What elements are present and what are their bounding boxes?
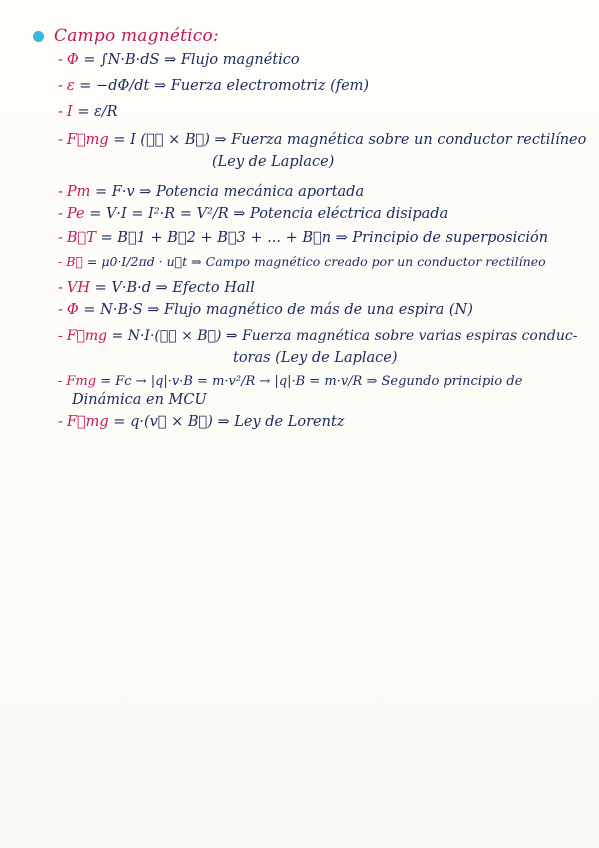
bullet-icon	[33, 31, 44, 42]
formula-line	[58, 412, 575, 432]
formula-line	[58, 204, 575, 224]
formula-text: = ∫N·B·dS ⇒ Flujo magnético	[78, 52, 300, 68]
formula-text: = N·B·S ⇒ Flujo magnético de más de una espira (N)	[78, 302, 473, 318]
formula-text: = N·I·(ℓ⃗ × B⃗) ⇒ Fuerza magnética sobre varias espiras conduc-	[107, 328, 578, 344]
formula-symbol: Pm	[66, 184, 91, 200]
formula-text: = V·B·d ⇒ Efecto Hall	[90, 280, 255, 296]
formula-continuation: (Ley de Laplace)	[212, 154, 335, 170]
formula-text: = B⃗1 + B⃗2 + B⃗3 + ... + B⃗n ⇒ Principio de superposición	[95, 230, 549, 246]
formula-symbol: I	[66, 104, 73, 120]
formula-text: = V·I = I²·R = V²/R ⇒ Potencia eléctrica disipada	[84, 206, 449, 222]
formula-text: = μ0·I/2πd · u⃗t ⇒ Campo magnético creado por un conductor rectilíneo	[82, 254, 546, 269]
formula-line	[58, 326, 578, 346]
formula-symbol: Φ	[66, 52, 79, 68]
formula-symbol: F⃗mg	[66, 414, 109, 430]
formula-text: = F·v ⇒ Potencia mecánica aportada	[90, 184, 365, 200]
dash-icon: -	[58, 280, 63, 296]
formula-continuation: toras (Ley de Laplace)	[233, 350, 398, 366]
formula-text: = q·(v⃗ × B⃗) ⇒ Ley de Lorentz	[108, 414, 345, 430]
formula-symbol: F⃗mg	[66, 132, 109, 148]
dash-icon: -	[58, 184, 63, 200]
dash-icon: -	[58, 254, 63, 269]
formula-line	[58, 50, 575, 70]
formula-symbol: F⃗mg	[66, 328, 108, 344]
dash-icon: -	[58, 374, 63, 389]
formula-line	[58, 76, 575, 96]
formula-text: = Fc → |q|·v·B = m·v²/R → |q|·B = m·v/R ⇒ Segundo principio de	[96, 374, 523, 389]
dash-icon: -	[58, 328, 63, 344]
dash-icon: -	[58, 302, 63, 318]
formula-line	[58, 130, 587, 150]
dash-icon: -	[58, 132, 63, 148]
formula-text: = ε/R	[72, 104, 118, 120]
formula-symbol: B⃗T	[66, 230, 96, 246]
formula-symbol: Pe	[66, 206, 85, 222]
dash-icon: -	[58, 52, 63, 68]
dash-icon: -	[58, 206, 63, 222]
formula-symbol: ε	[66, 78, 75, 94]
formula-symbol: VH	[66, 280, 91, 296]
formula-line	[58, 102, 575, 122]
formula-symbol: Φ	[66, 302, 79, 318]
formula-line	[58, 372, 575, 392]
formula-line	[58, 278, 575, 298]
formula-line	[58, 300, 575, 320]
dash-icon: -	[58, 104, 63, 120]
dash-icon: -	[58, 78, 63, 94]
dash-icon: -	[58, 414, 63, 430]
formula-line	[58, 228, 575, 248]
formula-symbol: B⃗	[66, 254, 83, 269]
formula-text: = −dΦ/dt ⇒ Fuerza electromotriz (fem)	[74, 78, 370, 94]
formula-line	[58, 182, 575, 202]
section-heading	[33, 26, 219, 46]
dash-icon: -	[58, 230, 63, 246]
formula-symbol: Fmg	[66, 374, 97, 389]
formula-text: = I (ℓ⃗ × B⃗) ⇒ Fuerza magnética sobre un conductor rectilíneo	[108, 132, 587, 148]
heading-title: Campo magnético:	[54, 26, 219, 46]
formula-line	[58, 252, 575, 272]
formula-continuation: Dinámica en MCU	[72, 392, 207, 408]
